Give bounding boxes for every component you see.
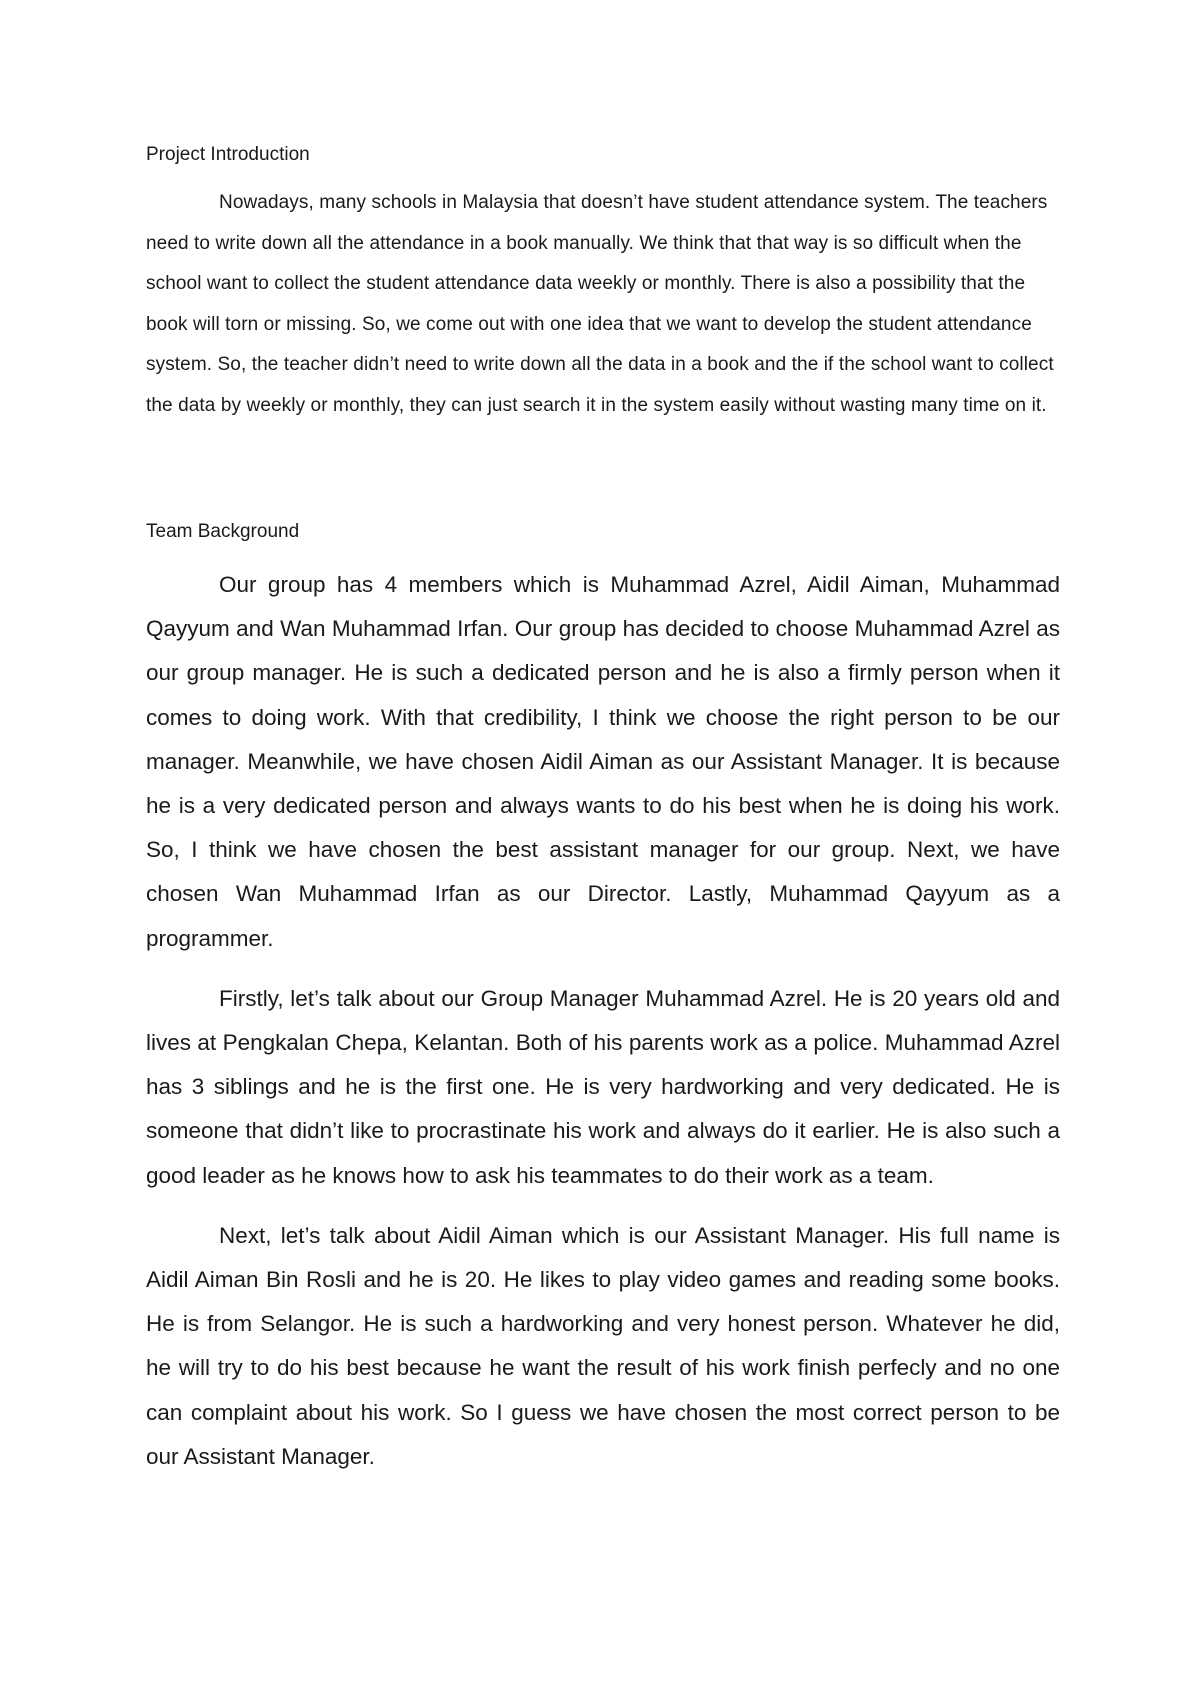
team-background-paragraph-assistant-manager: Next, let’s talk about Aidil Aiman which is our Assistant Manager. His full name is Aidil Aiman Bin Rosli and he is 20. He likes to play video games and reading some books. He is from Selangor. He is such a hardworking and very honest person. Whatever he did, he will try to do his best because he want the result of his work finish perfecly and no one can complaint about his work. So I guess we have chosen the most correct person to be our Assistant Manager. bbox=[146, 1222, 1060, 1469]
project-introduction-paragraph: Nowadays, many schools in Malaysia that doesn’t have student attendance system. The teachers need to write down all the attendance in a book manually. We think that that way is so difficult when the school want to collect the student attendance data weekly or monthly. There is also a possibility that the book will torn or missing. So, we come out with one idea that we want to develop the student attendance system. So, the teacher didn’t need to write down all the data in a book and the if the school want to collect the data by weekly or monthly, they can just search it in the system easily without wasting many time on it. bbox=[146, 192, 1054, 416]
document-body bbox=[146, 140, 1060, 1479]
team-background-paragraph-members: Our group has 4 members which is Muhammad Azrel, Aidil Aiman, Muhammad Qayyum and Wan Muhammad Irfan. Our group has decided to choose Muhammad Azrel as our group manager. He is such a dedicated person and he is also a firmly person when it comes to doing work. With that credibility, I think we choose the right person to be our manager. Meanwhile, we have chosen Aidil Aiman as our Assistant Manager. It is because he is a very dedicated person and always wants to do his best when he is doing his work. So, I think we have chosen the best assistant manager for our group. Next, we have chosen Wan Muhammad Irfan as our Director. Lastly, Muhammad Qayyum as a programmer. bbox=[146, 572, 1060, 951]
section-heading-team-background: Team Background bbox=[146, 521, 300, 542]
section-heading-project-introduction: Project Introduction bbox=[146, 144, 310, 165]
team-background-paragraph-group-manager: Firstly, let’s talk about our Group Manager Muhammad Azrel. He is 20 years old and lives at Pengkalan Chepa, Kelantan. Both of his parents work as a police. Muhammad Azrel has 3 siblings and he is the first one. He is very hardworking and very dedicated. He is someone that didn’t like to procrastinate his work and always do it earlier. He is also such a good leader as he knows how to ask his teammates to do their work as a team. bbox=[146, 985, 1060, 1188]
